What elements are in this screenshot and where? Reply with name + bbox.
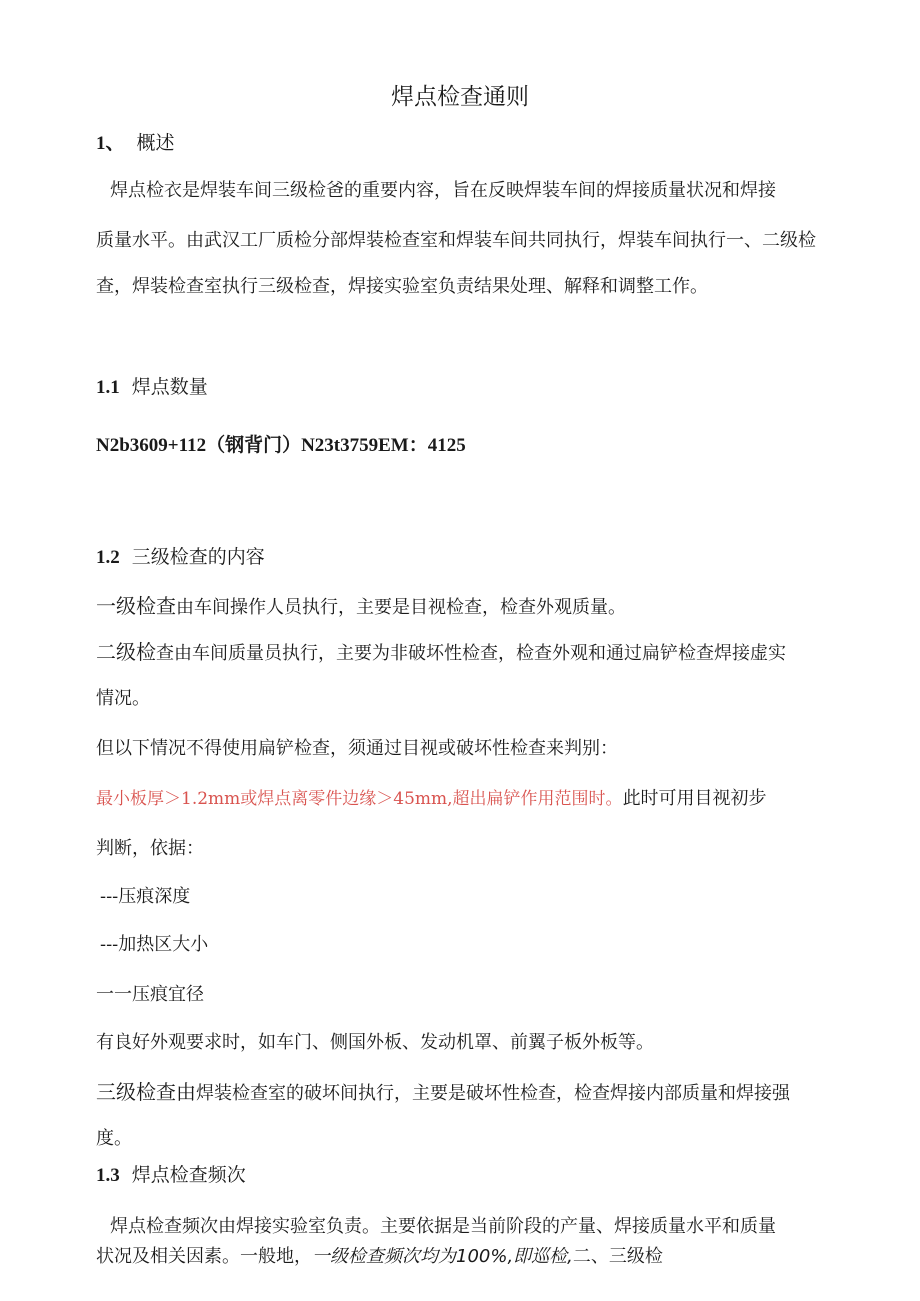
level3-text: 焊装检查室的破坏间执行，主要是破坏性检查，检查焊接内部质量和焊接强 <box>196 1083 790 1104</box>
frequency-text-end: 二、三级检 <box>572 1246 663 1267</box>
level1-lead: 一级检查 <box>96 594 176 618</box>
thickness-condition: 最小板厚＞1.2mm或焊点离零件边缘＞45mm,超出扁铲作用范围时。 <box>96 789 623 809</box>
section-1-2-heading <box>96 542 265 569</box>
paragraph-line <box>96 1242 663 1268</box>
thickness-line <box>96 784 767 810</box>
section-1-number: 1、 <box>96 133 125 154</box>
paragraph-line: 质量水平。由武汉工厂质检分部焊装检查室和焊装车间共同执行，焊装车间执行一、二级检 <box>96 230 816 251</box>
section-1-3-title: 焊点检查频次 <box>131 1164 246 1186</box>
judge-line: 判断，依据： <box>96 838 204 859</box>
section-1-3-number: 1.3 <box>96 1165 120 1186</box>
level2-lead: 二级检 <box>96 640 156 664</box>
section-1-3-heading <box>96 1160 246 1187</box>
section-1-heading <box>96 128 175 155</box>
criterion-item: ---压痕深度 <box>100 886 191 907</box>
section-1-1-number: 1.1 <box>96 377 120 398</box>
section-1-1-heading <box>96 372 208 399</box>
paragraph-line: 焊点检查频次由焊接实验室负责。主要依据是当前阶段的产量、焊接质量水平和质量 <box>110 1216 776 1237</box>
level3-lead: 三级检查由 <box>96 1080 196 1104</box>
paragraph-line: 查，焊装检查室执行三级检查，焊接实验室负责结果处理、解释和调整工作。 <box>96 276 708 297</box>
level2-text: 查由车间质量员执行，主要为非破坏性检查，检查外观和通过扁铲检查焊接虚实 <box>156 643 786 664</box>
criterion-item: 一一压痕宜径 <box>96 984 204 1005</box>
section-1-2-number: 1.2 <box>96 547 120 568</box>
criterion-item: ---加热区大小 <box>100 934 209 955</box>
level3-continuation: 度。 <box>96 1128 132 1149</box>
section-1-title: 概述 <box>136 132 175 154</box>
level1-text: 由车间操作人员执行，主要是目视检查，检查外观质量。 <box>176 597 626 618</box>
paragraph-line: 焊点检衣是焊装车间三级检爸的重要内容，旨在反映焊装车间的焊接质量状况和焊接 <box>110 180 776 201</box>
level3-line <box>96 1076 790 1105</box>
appearance-line: 有良好外观要求时，如车门、侧国外板、发动机罩、前翼子板外板等。 <box>96 1032 654 1053</box>
section-1-1-title: 焊点数量 <box>131 376 208 398</box>
exception-line: 但以下情况不得使用扁铲检查，须通过目视或破坏性检查来判别： <box>96 738 618 759</box>
frequency-text: 状况及相关因素。一般地， <box>96 1246 312 1267</box>
level2-line <box>96 636 786 665</box>
level2-continuation: 情况。 <box>96 688 150 709</box>
level1-line <box>96 590 626 619</box>
thickness-followup: 此时可用目视初步 <box>622 788 767 809</box>
weld-count-formula: N2b3609+112（钢背门）N23t3759EM：4125 <box>96 435 466 456</box>
document-title: 焊点检查通则 <box>391 84 529 110</box>
frequency-emphasis: 一级检查频次均为100%,即巡检, <box>312 1246 573 1267</box>
section-1-2-title: 三级检查的内容 <box>131 546 265 568</box>
